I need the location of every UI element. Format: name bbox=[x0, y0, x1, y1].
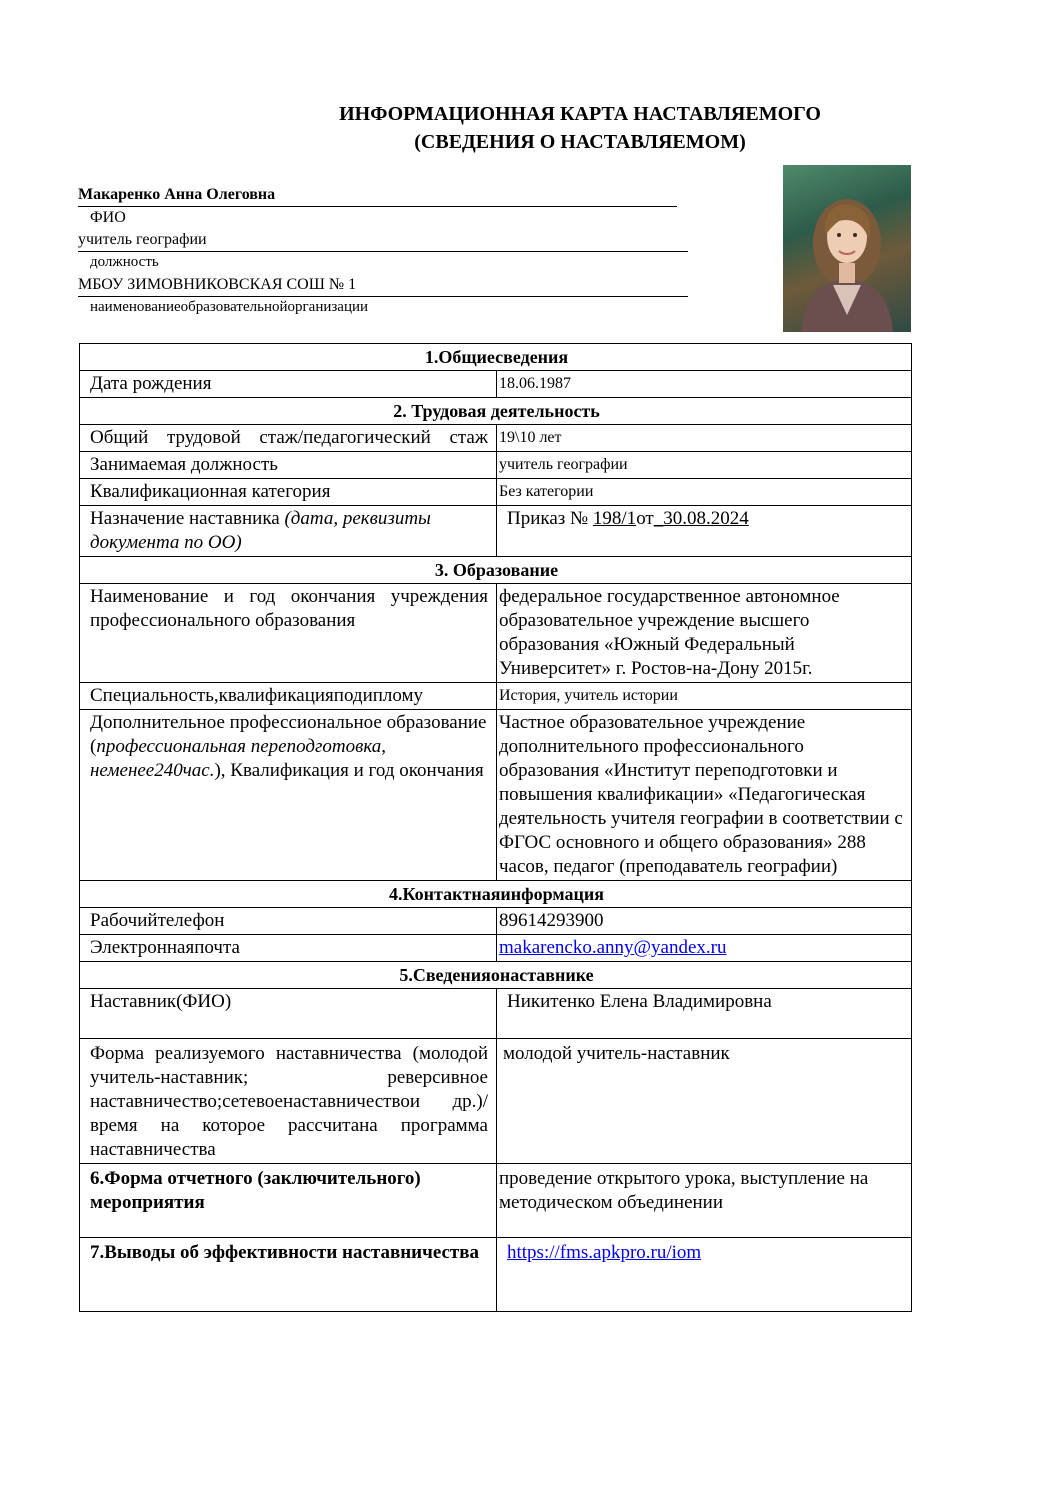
title-line-1: ИНФОРМАЦИОННАЯ КАРТА НАСТАВЛЯЕМОГО bbox=[339, 103, 821, 125]
mentor-value: Никитенко Елена Владимировна bbox=[497, 989, 912, 1039]
order-date: _30.08.2024 bbox=[653, 508, 749, 529]
phone-label: Рабочийтелефон bbox=[80, 908, 497, 935]
order-number: 198/1 bbox=[592, 508, 637, 529]
birth-date-label: Дата рождения bbox=[80, 371, 497, 398]
table-row bbox=[80, 683, 912, 710]
phone-value: 89614293900 bbox=[497, 908, 912, 935]
section-employment: 2. Трудовая деятельность bbox=[80, 398, 912, 425]
experience-label: Общий трудовой стаж/педагогический стаж bbox=[80, 425, 497, 452]
additional-label-part-2: , bbox=[381, 736, 387, 757]
mentor-label: Наставник(ФИО) bbox=[80, 989, 497, 1039]
mentee-photo bbox=[783, 165, 911, 332]
table-row bbox=[80, 506, 912, 557]
category-value: Без категории bbox=[497, 479, 912, 506]
table-row bbox=[80, 425, 912, 452]
report-event-value: проведение открытого урока, выступление на методическом объединении bbox=[497, 1164, 912, 1238]
category-label: Квалификационная категория bbox=[80, 479, 497, 506]
organization-caption: наименованиеобразовательнойорганизации bbox=[90, 299, 369, 315]
mentee-position: учитель географии bbox=[78, 231, 207, 248]
appointment-label bbox=[80, 506, 497, 557]
table-row bbox=[80, 371, 912, 398]
order-mid: от bbox=[636, 508, 654, 529]
order-prefix: Приказ № bbox=[507, 508, 593, 529]
specialty-value: История, учитель истории bbox=[497, 683, 912, 710]
table-row bbox=[80, 908, 912, 935]
mentee-info-table bbox=[79, 343, 912, 1312]
section-row bbox=[80, 881, 912, 908]
additional-education-label bbox=[80, 710, 497, 881]
conclusion-label: 7.Выводы об эффективности наставничества bbox=[80, 1238, 497, 1312]
specialty-label: Специальность,квалификацияподиплому bbox=[80, 683, 497, 710]
additional-label-italic-1: профессиональная переподготовка bbox=[96, 736, 382, 757]
section-contacts: 4.Контактнаяинформация bbox=[80, 881, 912, 908]
report-event-label: 6.Форма отчетного (заключительного) мероприятия bbox=[80, 1164, 497, 1238]
organization-underline bbox=[78, 296, 688, 297]
position-underline bbox=[78, 251, 688, 252]
position-caption: должность bbox=[90, 254, 159, 270]
email-label: Электроннаяпочта bbox=[80, 935, 497, 962]
birth-date-value: 18.06.1987 bbox=[497, 371, 912, 398]
institution-label: Наименование и год окончания учреждения профессионального образования bbox=[80, 584, 497, 683]
institution-value: федеральное государственное автономное образовательное учреждение высшего образования «Южный Федеральный Университет» г. Ростов-на-Дону 2015г. bbox=[497, 584, 912, 683]
appointment-label-note: (дата, реквизиты документа по ОО) bbox=[90, 508, 431, 553]
table-row bbox=[80, 1039, 912, 1164]
table-row bbox=[80, 452, 912, 479]
table-row bbox=[80, 989, 912, 1039]
section-row bbox=[80, 344, 912, 371]
current-position-value: учитель географии bbox=[497, 452, 912, 479]
section-row bbox=[80, 557, 912, 584]
email-link[interactable]: makarencko.anny@yandex.ru bbox=[499, 937, 727, 958]
additional-label-italic-2: неменее240час. bbox=[90, 760, 215, 781]
section-row bbox=[80, 962, 912, 989]
section-education: 3. Образование bbox=[80, 557, 912, 584]
title-line-2: (СВЕДЕНИЯ О НАСТАВЛЯЕМОМ) bbox=[414, 131, 746, 153]
mentee-name: Макаренко Анна Олеговна bbox=[78, 186, 276, 203]
additional-label-part-1: Дополнительное профессиональное образование ( bbox=[90, 712, 487, 757]
mentoring-form-label: Форма реализуемого наставничества (молодой учитель-наставник; реверсивное наставничество;сетевоенаставничествои др.)/время на которое рассчитана программа наставничества bbox=[80, 1039, 497, 1164]
additional-label-part-3: ), Квалификация и год окончания bbox=[214, 760, 484, 781]
table-row bbox=[80, 710, 912, 881]
organization-name: МБОУ ЗИМОВНИКОВСКАЯ СОШ № 1 bbox=[78, 276, 357, 293]
page-title bbox=[0, 100, 1061, 156]
additional-education-value: Частное образовательное учреждение дополнительного профессионального образования «Институт переподготовки и повышения квалификации» «Педагогическая деятельность учителя географии в соответствии с ФГОС основного и общего образования» 288 часов, педагог (преподаватель географии) bbox=[497, 710, 912, 881]
table-row bbox=[80, 935, 912, 962]
appointment-label-plain: Назначение наставника bbox=[90, 508, 285, 529]
table-row bbox=[80, 584, 912, 683]
conclusion-link[interactable]: https://fms.apkpro.ru/iom bbox=[507, 1242, 702, 1263]
current-position-label: Занимаемая должность bbox=[80, 452, 497, 479]
table-row bbox=[80, 1164, 912, 1238]
name-underline bbox=[78, 206, 677, 207]
portrait-image bbox=[783, 165, 911, 332]
appointment-value bbox=[497, 506, 912, 557]
section-mentor: 5.Сведенияонаставнике bbox=[80, 962, 912, 989]
name-caption: ФИО bbox=[90, 209, 126, 226]
table-row bbox=[80, 1238, 912, 1312]
section-general: 1.Общиесведения bbox=[80, 344, 912, 371]
table-row bbox=[80, 479, 912, 506]
experience-value: 19\10 лет bbox=[497, 425, 912, 452]
section-row bbox=[80, 398, 912, 425]
mentoring-form-value: молодой учитель-наставник bbox=[497, 1039, 912, 1164]
